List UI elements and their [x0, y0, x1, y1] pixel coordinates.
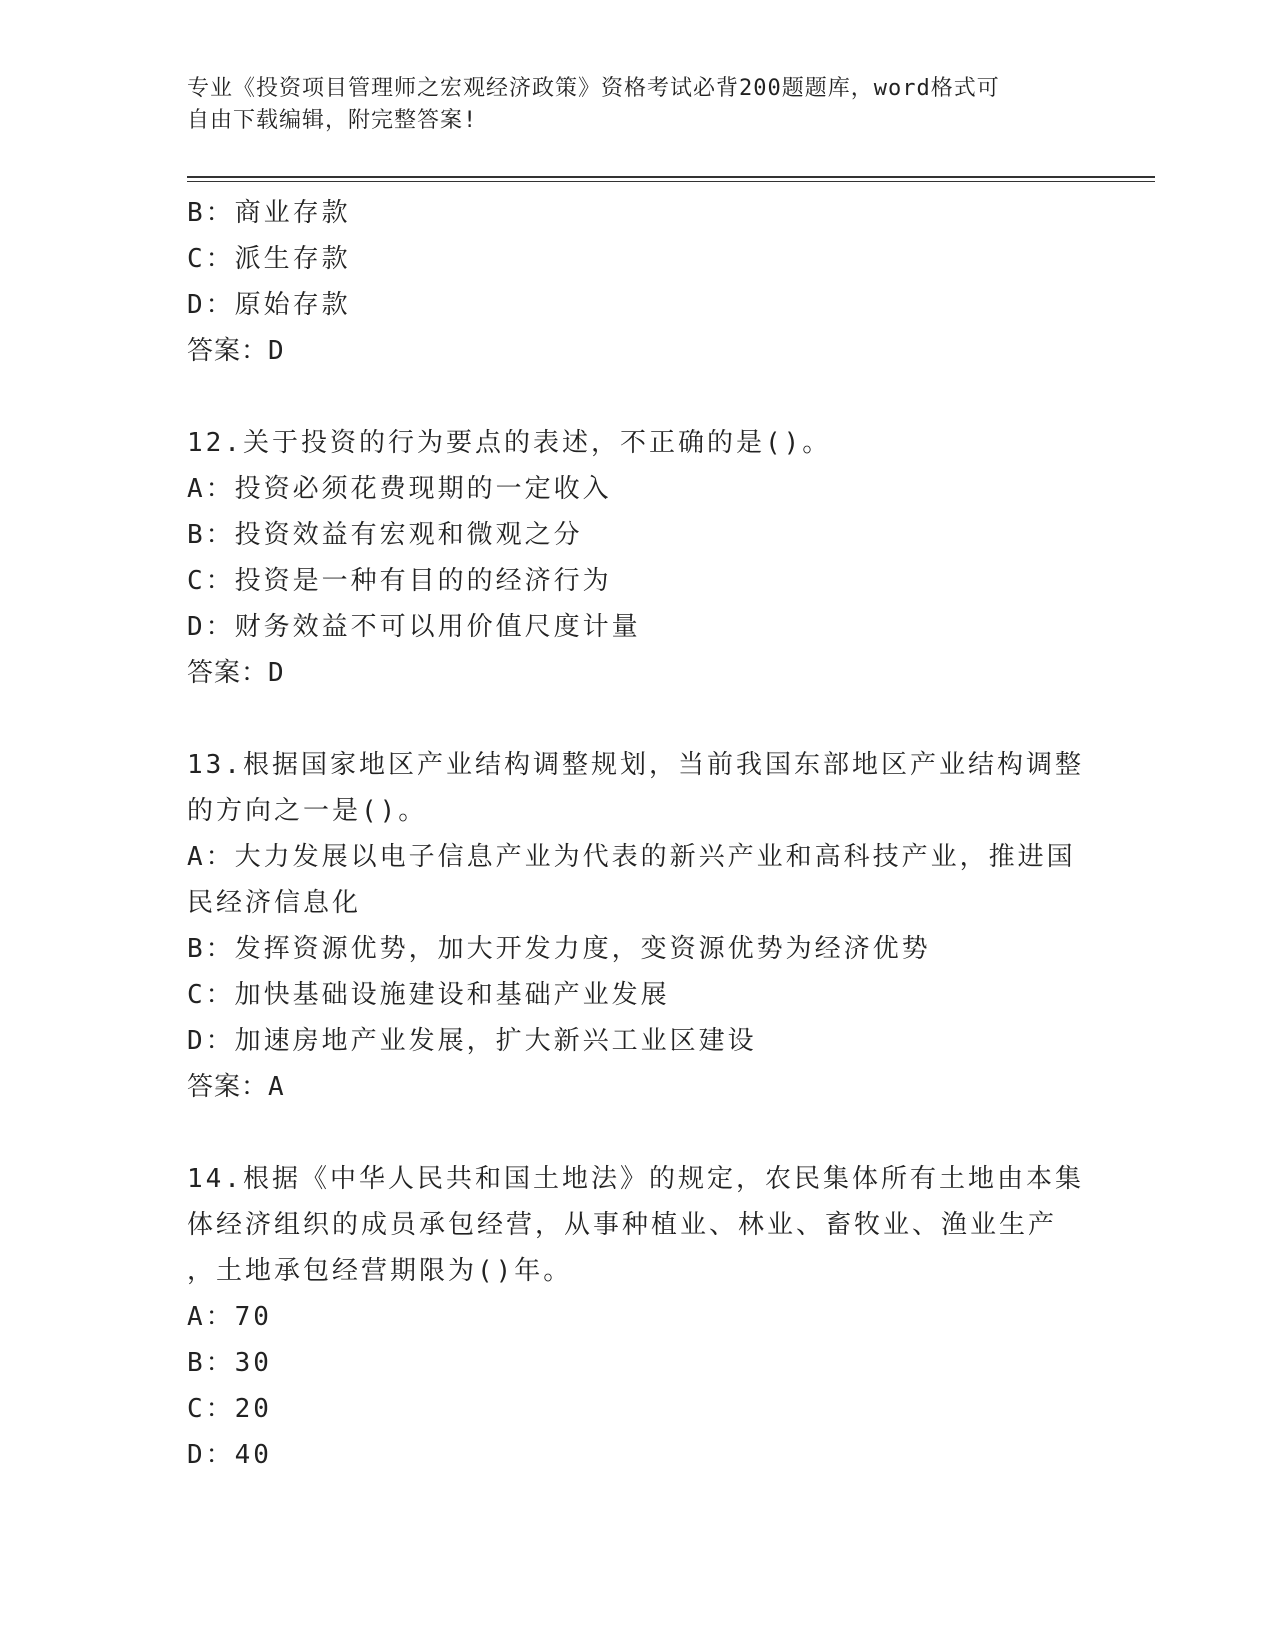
spacer — [187, 1110, 1087, 1156]
question-13 — [187, 742, 1087, 1110]
q13-option-c: C：加快基础设施建设和基础产业发展 — [187, 980, 670, 1010]
q14-stem-line-1: 14.根据《中华人民共和国土地法》的规定，农民集体所有土地由本集 — [187, 1164, 1084, 1194]
q11-answer: 答案：D — [187, 336, 285, 366]
header-rule-thick — [187, 176, 1155, 178]
q12-option-b: B：投资效益有宏观和微观之分 — [187, 520, 583, 550]
q12-answer: 答案：D — [187, 658, 285, 688]
q12-option-c: C：投资是一种有目的的经济行为 — [187, 566, 612, 596]
q13-stem-line-1: 13.根据国家地区产业结构调整规划，当前我国东部地区产业结构调整 — [187, 750, 1084, 780]
spacer — [187, 374, 1087, 420]
q11-option-c: C：派生存款 — [187, 244, 351, 274]
q14-stem-line-2: 体经济组织的成员承包经营，从事种植业、林业、畜牧业、渔业生产 — [187, 1210, 1058, 1240]
q12-stem: 12.关于投资的行为要点的表述，不正确的是()。 — [187, 428, 832, 458]
q13-answer: 答案：A — [187, 1072, 285, 1102]
q13-option-b: B：发挥资源优势，加大开发力度，变资源优势为经济优势 — [187, 934, 931, 964]
q13-option-a-line-1: A：大力发展以电子信息产业为代表的新兴产业和高科技产业，推进国 — [187, 842, 1076, 872]
header-rule-thin — [187, 181, 1155, 182]
q14-option-d: D：40 — [187, 1440, 272, 1470]
question-14 — [187, 1156, 1087, 1478]
q14-option-c: C：20 — [187, 1394, 272, 1424]
spacer — [187, 696, 1087, 742]
question-12 — [187, 420, 1087, 696]
q13-stem-line-2: 的方向之一是()。 — [187, 796, 428, 826]
q11-option-b: B：商业存款 — [187, 198, 351, 228]
q14-option-b: B：30 — [187, 1348, 272, 1378]
q12-option-d: D：财务效益不可以用价值尺度计量 — [187, 612, 641, 642]
q13-option-a-line-2: 民经济信息化 — [187, 888, 362, 918]
q14-option-a: A：70 — [187, 1302, 272, 1332]
question-content — [187, 190, 1087, 1478]
q12-option-a: A：投资必须花费现期的一定收入 — [187, 474, 612, 504]
document-header — [187, 73, 1067, 137]
question-11 — [187, 190, 1087, 374]
q14-stem-line-3: ，土地承包经营期限为()年。 — [187, 1256, 573, 1286]
q13-option-d: D：加速房地产业发展，扩大新兴工业区建设 — [187, 1026, 757, 1056]
header-line-1: 专业《投资项目管理师之宏观经济政策》资格考试必背200题题库，word格式可 — [187, 76, 1000, 101]
q11-option-d: D：原始存款 — [187, 290, 351, 320]
header-line-2: 自由下载编辑，附完整答案! — [187, 108, 478, 133]
